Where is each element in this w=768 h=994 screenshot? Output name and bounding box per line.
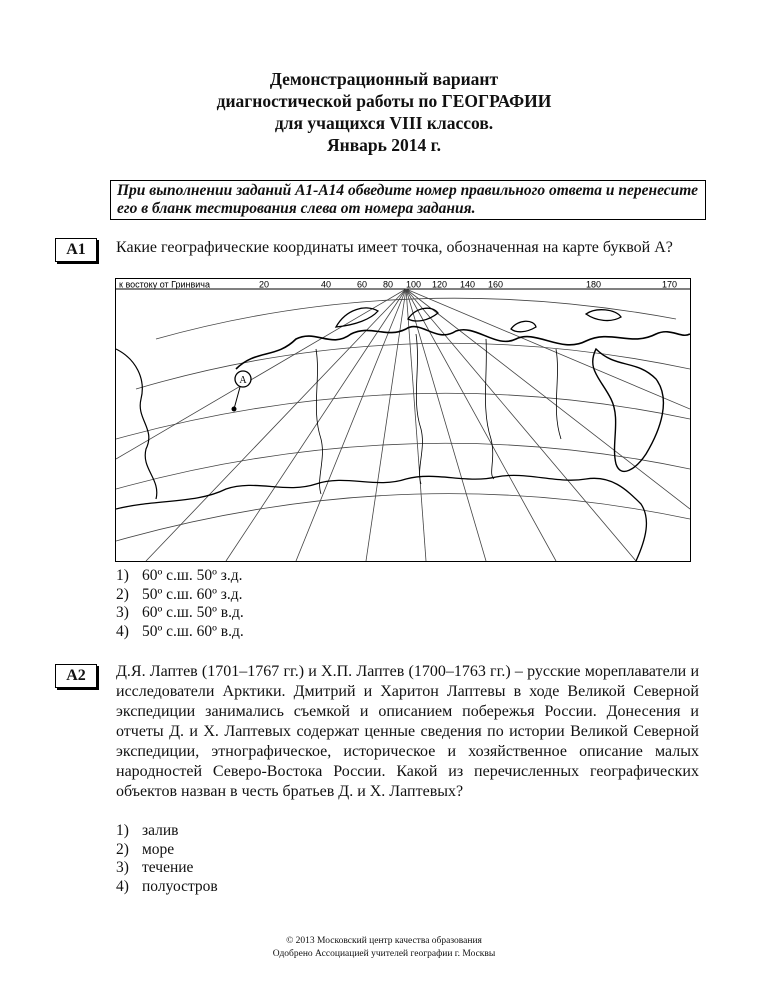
title-line-1: Демонстрационный вариант [269,69,499,89]
instruction-box: При выполнении заданий А1-А14 обведите номер правильного ответа и перенесите его в бланк тестирования слева от номера задания. [110,180,706,220]
option-a1-3[interactable]: 3) 60º с.ш. 50º в.д. [116,604,244,621]
option-a2-4[interactable]: 4) полуостров [116,877,218,895]
western-border [116,349,157,499]
title-line-4: Январь 2014 г. [326,135,441,155]
longitude-label: 120 [432,279,448,290]
longitude-label: 160 [488,279,504,290]
map-svg [116,279,690,561]
map-header-label: к востоку от Гринвича [119,279,210,290]
point-a-dot [232,407,237,412]
question-tag-a1: А1 [55,238,97,262]
option-a2-2[interactable]: 2) море [116,840,175,858]
question-text-a1: Какие географические координаты имеет точка, обозначенная на карте буквой А? [116,239,673,256]
option-a2-1[interactable]: 1) залив [116,822,179,839]
longitude-label: 20 [259,279,270,290]
option-a1-1[interactable]: 1) 60º с.ш. 50º з.д. [116,567,243,584]
longitude-label: 80 [383,279,394,290]
longitude-label: 100 [406,279,422,290]
longitude-label: 180 [586,279,602,290]
option-a1-4[interactable]: 4) 50º с.ш. 60º в.д. [116,622,244,640]
parallels [116,298,690,541]
option-a2-3[interactable]: 3) течение [116,859,194,876]
question-text-a2: Д.Я. Лаптев (1701–1767 гг.) и Х.П. Лаптев (1700–1763 гг.) – русские мореплаватели и исследователи Арктики. Дмитрий и Харитон Лаптевы в ходе Великой Северной экспедиции занимались съемкой и описанием побережья России. Донесения и отчеты Д. и Х. Лаптевых содержат ценные сведения по истории Великой Северной экспедиции, этнографическое, историческое и хозяйственное описание малых народностей Северо-Востока России. Какой из перечисленных географических объектов назван в честь братьев Д. и Х. Лаптевых? [116,663,699,800]
point-a-leader [234,387,240,409]
rivers [316,334,561,494]
document-title [0,68,768,156]
southern-border [116,475,646,561]
longitude-label: 170 [662,279,678,290]
longitude-label: 40 [321,279,332,290]
footer-line-1: © 2013 Московский центр качества образования [286,936,482,946]
kamchatka-outline [593,349,664,471]
question-tag-a2: А2 [55,664,97,688]
title-line-3: для учащихся VIII классов. [274,113,494,133]
options-a2 [116,822,218,896]
footer [0,935,768,961]
options-a1 [116,567,244,641]
longitude-label: 140 [460,279,476,290]
point-a-label: А [239,375,247,386]
longitude-label: 60 [357,279,368,290]
russia-map [115,278,691,562]
footer-line-2: Одобрено Ассоциацией учителей географии г. Москвы [272,949,496,959]
title-line-2: диагностической работы по ГЕОГРАФИИ [216,91,552,111]
option-a1-2[interactable]: 2) 50º с.ш. 60º з.д. [116,585,243,603]
